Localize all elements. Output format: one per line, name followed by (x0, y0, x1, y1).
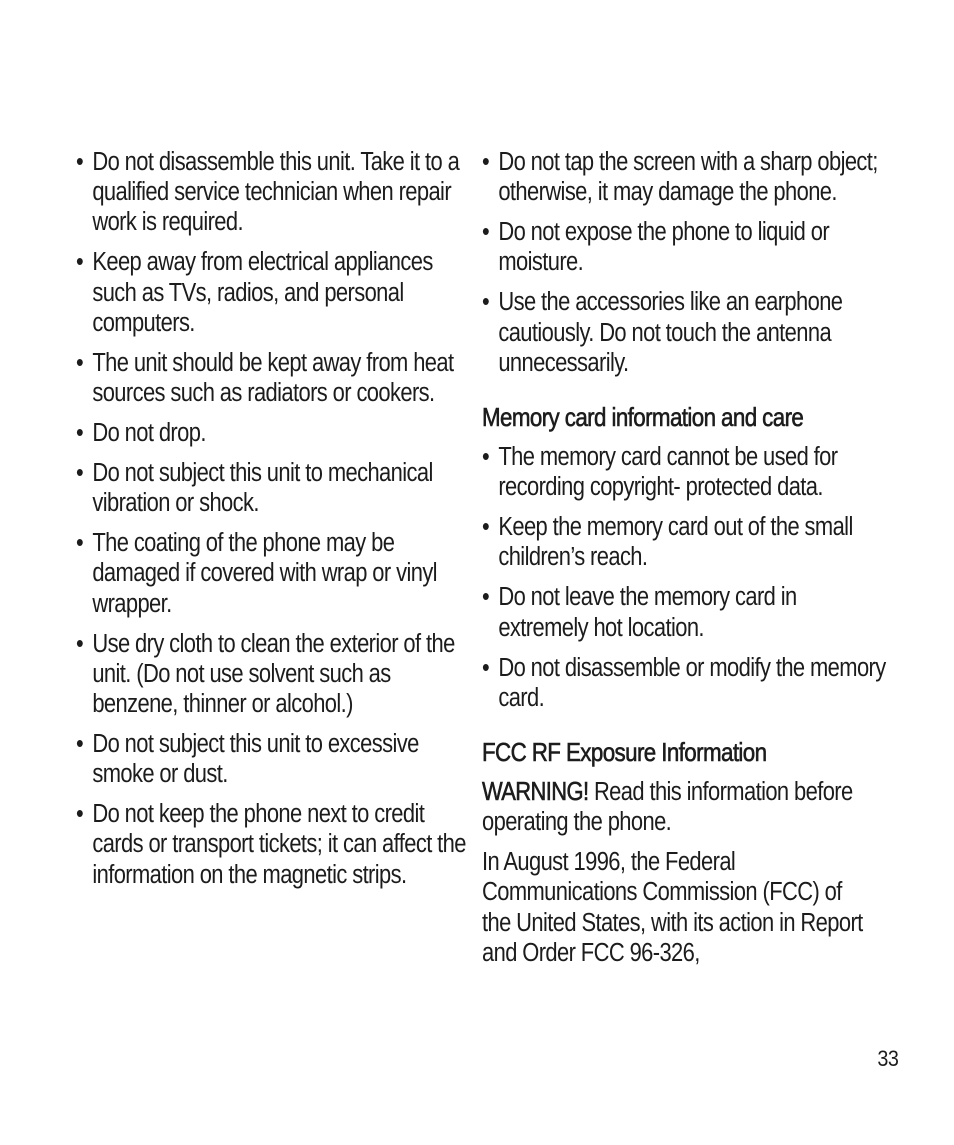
fcc-heading: FCC RF Exposure Information (482, 737, 767, 768)
safety-bullet-list (76, 147, 466, 890)
list-item: • Do not subject this unit to mechanical vibration or shock. (76, 458, 476, 518)
list-item: • Use the accessories like an earphone cautiously. Do not touch the antenna unnecessarily. (482, 287, 889, 378)
list-item: • Do not expose the phone to liquid or moisture. (482, 217, 889, 277)
list-item: • The unit should be kept away from heat sources such as radiators or cookers. (76, 348, 476, 408)
list-item: • Use dry cloth to clean the exterior of the unit. (Do not use solvent such as benzene, thinner or alcohol.) (76, 629, 476, 720)
fcc-warning-paragraph (482, 777, 873, 837)
warning-label: WARNING! (482, 778, 589, 807)
list-item: • Do not disassemble or modify the memory card. (482, 653, 889, 713)
list-item: • Do not disassemble this unit. Take it to a qualified service technician when repair work is required. (76, 147, 476, 238)
list-item: • Keep away from electrical appliances such as TVs, radios, and personal computers. (76, 247, 476, 338)
list-item: • The memory card cannot be used for recording copyright- protected data. (482, 442, 889, 502)
list-item: • Keep the memory card out of the small children’s reach. (482, 512, 889, 572)
warning-text: Read this information before operating the phone. (482, 778, 853, 837)
list-item: • The coating of the phone may be damaged if covered with wrap or vinyl wrapper. (76, 528, 476, 619)
list-item: • Do not drop. (76, 418, 476, 448)
list-item: • Do not keep the phone next to credit cards or transport tickets; it can affect the information on the magnetic strips. (76, 799, 476, 890)
left-column (76, 147, 466, 900)
fcc-body-paragraph: In August 1996, the Federal Communications Commission (FCC) of the United States, with its action in Report and Order FCC 96-326, (482, 848, 863, 967)
phone-care-bullet-list (482, 147, 878, 378)
right-column (482, 147, 886, 978)
memory-card-bullet-list (482, 442, 886, 713)
list-item: • Do not leave the memory card in extremely hot location. (482, 582, 889, 642)
page-number: 33 (876, 1046, 898, 1071)
memory-card-heading: Memory card information and care (482, 402, 804, 433)
list-item: • Do not tap the screen with a sharp object; otherwise, it may damage the phone. (482, 147, 889, 207)
list-item: • Do not subject this unit to excessive smoke or dust. (76, 729, 476, 789)
